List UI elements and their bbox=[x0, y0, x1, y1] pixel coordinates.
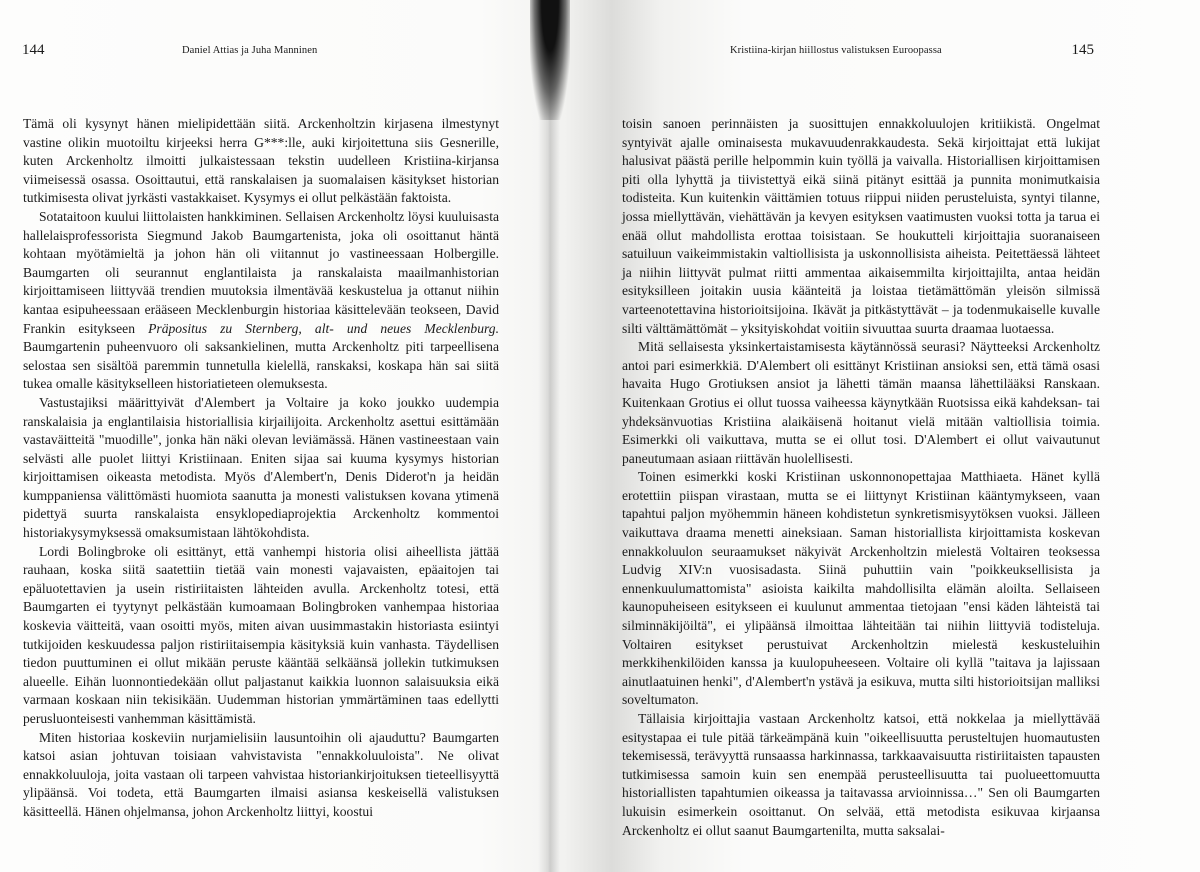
right-page-header bbox=[610, 42, 1094, 62]
paragraph: Lordi Bolingbroke oli esittänyt, että vanhempi historia olisi aiheellista jättää rauhaan, koska siitä saatettiin tietää vain monesti vajavaisten, epäaitojen tai epäluotettavien ja usein ristiriitaisten lähteiden avulla. Arckenholtz totesi, että Baumgarten ei tyytynyt pelkästään kumoamaan Bolingbroken vanhempaa historiaa koskevia väitteitä, vaan osoitti myös, miten aivan uusimmastakin historiasta esiintyi tutkijoiden keskuudessa paljon ristiriitaisempia käsityksiä kuin vanhasta. Täydellisen tiedon puuttuminen ei ollut mikään peruste kääntää selkäänsä jollekin tutkimuksen alueelle. Eihän luonnontiedekään ollut paljastanut kaikkia luonnon salaisuuksia eikä varmaan koskaan niin tekisikään. Uudemman historian ymmärtäminen taas edellytti perusluonteisesti vanhemman käsittämistä. bbox=[23, 543, 499, 726]
paragraph: Toinen esimerkki koski Kristiinan uskonnonopettajaa Matthiaeta. Hänet kyllä erotettiin piispan virastaan, mutta se ei liittynyt Kristiinan kääntymykseen, vaan tapahtui paljon myöhemmin häneen kohdistetun synkretismisyytöksen vuoksi. Jälleen vaikuttava draama menetti aineksiaan. Saman historiallista kirjoittamista koskevan ennakkoluulon seuraamukset näkyivät Arckenholtzin mielestä Voltairen teoksessa Ludvig XIV:n vuosisadasta. Siinä puhuttiin vain "poikkeuksellisista ja ennenkuulumattomista" asioista kaikilta mahdollisilta elämän aloilta. Sellaiseen kaunopuheiseen esitykseen ei kuulunut ammentaa tietojaan "ensi käden lähteistä tai silminnäkijöiltä", ei ylipäänsä ilmoittaa lähteitään tai niihin liittyviä todisteluja. Voltairen esitykset perustuivat Arckenholtzin mielestä keskusteluihin merkkihenkilöiden kanssa ja kuulopuheeseen. Voltaire oli kyllä "taitava ja lajissaan ainutlaatuinen henki", d'Alembert'n ystävä ja esikuva, mutta silti historioitsijan malliksi soveltumaton. bbox=[622, 469, 1100, 708]
gutter-shadow bbox=[538, 0, 560, 872]
right-page-body bbox=[622, 115, 1100, 840]
page-number: 144 bbox=[22, 42, 45, 58]
right-page bbox=[560, 0, 1200, 872]
book-title: Präpositus zu Sternberg, alt- und neues Mecklenburg. bbox=[148, 320, 499, 336]
paragraph: toisin sanoen perinnäisten ja suosittujen ennakkoluulojen kritiikistä. Ongelmat syntyivät ajalle ominaisesta mukavuudenrakkaudesta. Sekä kirjoittajat että lukijat halusivat päästä perille helpommin kuin työllä ja vaivalla. Historiallisen kirjoittamisen piti olla lyhyttä ja tiivistettyä eikä siinä pitänyt esittää ja punnita monimutkaisia todisteita. Kun kuitenkin väittämien totuus riippui niiden perusteluista, syntyi tilanne, jossa miellyttävän, viehättävän ja kevyen esityksen vaatimusten vuoksi totta ja tarua ei enää ollut mahdollista erottaa toisistaan. Se houkutteli kirjoittajia suoranaiseen satuiluun vaikeimmistakin valtiollisista ja uskonnollisista aiheista. Peitettäessä lähteet ja niihin liittyvät pulmat riitti ammentaa aikaisemmilta kirjoittajilta, antaa heidän esityksilleen joitakin uusia käänteitä ja loistaa tietämättömän yleisön silmissä varteenotettavina historioitsijoina. Ikävät ja pitkästyttävät – ja todenmukaiselle kuvalle silti välttämättömät – yksityiskohdat voitiin sivuuttaa suurta draamaa luotaessa. bbox=[622, 116, 1100, 336]
left-page-body bbox=[23, 115, 499, 822]
paragraph: Tämä oli kysynyt hänen mielipidettään siitä. Arckenholtzin kirjasena ilmestynyt vastine olikin muotoiltu kirjeeksi herra G***:lle, auki kirjoitettuna siis Gesnerille, kuten Arckenholtz ilmoitti julkaistessaan tekstin uudelleen Kristiina-kirjansa viimeisessä osassa. Osoittautui, että ranskalaisen ja suomalaisen käsitykset historian tutkimisesta olivat jyrkästi vastakkaiset. Kysymys ei ollut pelkästään faktoista. bbox=[23, 116, 499, 206]
paragraph bbox=[23, 208, 499, 394]
paragraph-text: Sotataitoon kuului liittolaisten hankkiminen. Sellaisen Arckenholtz löysi kuuluisasta hallelaisprofessorista Siegmund Jakob Baumgartenista, joka oli osoittanut häntä kohtaan myötämieltä ja johon hän oli viitannut jo vastineessaan Holbergille. Baumgarten oli seurannut englantilaista ja ranskalaista maailmanhistorian kirjoittamiseen liittyvää trendien muutoksia ilmentävää keskustelua ja ottanut niihin kantaa esipuheessaan erääseen Mecklenburgin historiaa käsittelevään teokseen, David Frankin esitykseen bbox=[23, 208, 499, 336]
left-page bbox=[0, 0, 540, 872]
paragraph-text: Baumgartenin puheenvuoro oli saksankielinen, mutta Arckenholtz piti tarpeellisena selostaa sen sisältöä paremmin tunnetulla kielellä, ranskaksi, koskapa hän sai siitä tukea omalle käsitykselleen historiatieteen olemuksesta. bbox=[23, 339, 499, 392]
page-number: 145 bbox=[1071, 42, 1094, 58]
paragraph: Tällaisia kirjoittajia vastaan Arckenholtz katsoi, että nokkelaa ja miellyttävää esitystapaa ei tule pitää tärkeämpänä kuin "oikeellisuutta perusteltujen huomautusten tekemisessä, terävyyttä runsaassa harkinnassa, tarkkaavaisuutta ristiriitaisten tapausten tutkimisessa samoin kuin sen enempää perusteellisuutta tai puolueettomuutta historiallisten tapahtumien oikeassa ja taitavassa arvioinnissa…" Sen oli Baumgarten lukuisin esimerkein osoittanut. On selvää, että metodista esikuvaa kirjaansa Arckenholtz ei ollut saanut Baumgartenilta, mutta saksalai- bbox=[622, 711, 1100, 838]
paragraph: Miten historiaa koskeviin nurjamielisiin lausuntoihin oli ajauduttu? Baumgarten katsoi asian johtuvan toisiaan vahvistavista "ennakkoluuloista". Ne olivat ennakkoluuloja, joita vastaan oli tarpeen vahvistaa historiankirjoituksen tieteellisyyttä ylipäänsä. Voi todeta, että Baumgarten ilmaisi asiansa keskeisellä valistuksen käsitteellä. Hänen ohjelmansa, johon Arckenholtz liittyi, koostui bbox=[23, 729, 499, 819]
left-page-header bbox=[22, 42, 502, 62]
paragraph: Mitä sellaisesta yksinkertaistamisesta käytännössä seurasi? Näytteeksi Arckenholtz antoi pari esimerkkiä. D'Alembert oli esittänyt Kristiinan ansioksi sen, että tämä osasi havaita Hugo Grotiuksen ansiot ja lähetti tämän maansa lähettilääksi Ranskaan. Kuitenkaan Grotius ei ollut tuossa vaiheessa käynytkään Ruotsissa eikä kahdeksan- tai yhdeksänvuotias Kristiina alaikäisenä hoitanut vielä mitään valtiollisia toimia. Esimerkki oli vaikuttava, mutta se ei ollut tosi. D'Alembert ei ollut vaivautunut paneutumaan asiaan riittävän huolellisesti. bbox=[622, 339, 1100, 466]
paragraph: Vastustajiksi määrittyivät d'Alembert ja Voltaire ja koko joukko uudempia ranskalaisia ja englantilaisia historiallisia kirjailijoita. Arckenholtz asettui esittämään vastaväitteitä "muodille", jonka hän näki olevan leviämässä. Hänen vastineestaan vain selvästi alle puolet liittyi Kristiinaan. Eniten sijaa sai kuuma kysymys historian kirjoittamisen oikeasta metodista. Myös d'Alembert'n, Denis Diderot'n ja heidän kumppaniensa välittömästi huomiota saanutta ja monesti valistuksen kovana ytimenä pidettyä suurta ranskalaista ensyklopediaprojektia Arckenholtz kommentoi historiakysymyksessä omaksumistaan lähtökohdista. bbox=[23, 394, 499, 541]
running-head: Daniel Attias ja Juha Manninen bbox=[182, 45, 318, 56]
running-head: Kristiina-kirjan hiillostus valistuksen Euroopassa bbox=[730, 45, 942, 56]
